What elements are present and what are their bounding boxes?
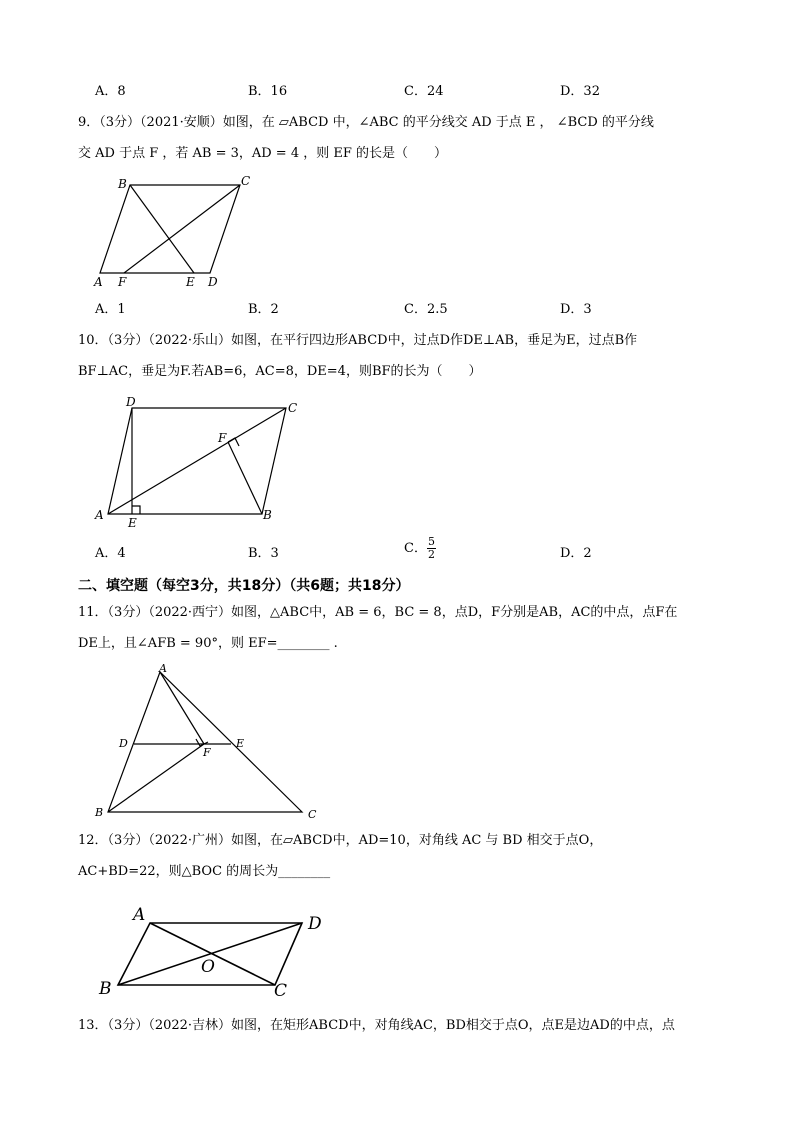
- q12-label-c: C: [274, 981, 288, 1001]
- q12-label-a: A: [133, 905, 146, 925]
- q13-text-line1: 13．（3分）（2022·吉林）如图，在矩形ABCD中，对角线AC，BD相交于点O，点E是边AD的中点，点: [78, 1018, 675, 1033]
- q12-text-line2: AC+BD=22，则△BOC 的周长为________: [78, 864, 331, 879]
- q11-triangle-figure: [90, 660, 330, 825]
- q9-option-c: C．2.5: [404, 302, 448, 317]
- q10-right-angle-e: [132, 506, 140, 514]
- q9-bisector-be: [130, 185, 194, 273]
- q10-parallelogram-figure: [90, 392, 315, 532]
- q11-label-d: D: [119, 737, 128, 750]
- section-fill-in-heading: 二、填空题（每空3分，共18分）（共6题；共18分）: [78, 578, 410, 594]
- q10-diagonal-ac: [108, 408, 286, 514]
- q11-label-c: C: [308, 808, 317, 821]
- q9-option-b: B．2: [248, 302, 279, 317]
- q9-label-d: D: [208, 275, 218, 289]
- q9-option-d: D．3: [560, 302, 592, 317]
- q10-label-f: F: [218, 431, 227, 445]
- q9-parallelogram: [100, 185, 240, 273]
- q11-segment-af: [160, 672, 204, 744]
- q9-label-e: E: [186, 275, 195, 289]
- q10-label-c: C: [288, 401, 298, 415]
- q10-text-line1: 10．（3分）（2022·乐山）如图，在平行四边形ABCD中，过点D作DE⊥AB，垂足为E，过点B作: [78, 333, 638, 348]
- q9-option-a: A．1: [95, 302, 126, 317]
- q10-altitude-bf: [228, 442, 262, 514]
- q10-label-e: E: [128, 516, 137, 530]
- fraction-denominator: 2: [427, 548, 435, 561]
- q11-text-line2: DE上，且∠AFB = 90°，则 EF=________ .: [78, 636, 338, 651]
- q9-label-a: A: [94, 275, 103, 289]
- q10-option-c: [404, 536, 436, 561]
- q10-label-d: D: [126, 395, 136, 409]
- q10-label-b: B: [263, 508, 272, 522]
- q11-label-f: F: [203, 746, 211, 759]
- q11-label-e: E: [236, 737, 245, 750]
- q10-option-a: A．4: [95, 546, 126, 561]
- q12-label-b: B: [99, 979, 112, 999]
- q11-label-b: B: [95, 806, 104, 819]
- q11-segment-bf: [108, 744, 204, 812]
- fraction-numerator: 5: [427, 535, 435, 548]
- q12-text-line1: 12．（3分）（2022·广州）如图，在▱ABCD中，AD=10，对角线 AC 与 BD 相交于点O，: [78, 833, 603, 848]
- q9-text-line1: 9．（3分）（2021·安顺）如图，在 ▱ABCD 中，∠ABC 的平分线交 AD 于点 E ， ∠BCD 的平分线: [78, 115, 654, 130]
- q9-label-c: C: [241, 174, 251, 188]
- q9-bisector-cf: [124, 185, 240, 273]
- q10-option-c-label: C．: [404, 541, 427, 556]
- q12-parallelogram-figure: [90, 900, 350, 1005]
- prev-option-b: B．16: [248, 84, 288, 99]
- q10-text-line2: BF⊥AC，垂足为F.若AB=6，AC=8，DE=4，则BF的长为（ ）: [78, 364, 482, 379]
- q9-text-line2: 交 AD 于点 F ，若 AB = 3，AD = 4 ，则 EF 的长是（ ）: [78, 146, 448, 161]
- q10-option-d: D．2: [560, 546, 592, 561]
- q10-option-c-fraction: [427, 536, 436, 561]
- q9-label-b: B: [118, 177, 127, 191]
- q12-label-d: D: [308, 914, 322, 934]
- q10-label-a: A: [95, 508, 104, 522]
- q10-option-b: B．3: [248, 546, 279, 561]
- q11-label-a: A: [159, 662, 167, 675]
- q9-parallelogram-figure: [90, 170, 260, 295]
- prev-option-d: D．32: [560, 84, 600, 99]
- q11-text-line1: 11．（3分）（2022·西宁）如图，△ABC中，AB = 6，BC = 8，点D，F分别是AB，AC的中点，点F在: [78, 605, 678, 620]
- q12-label-o: O: [201, 957, 215, 977]
- prev-option-a: A．8: [95, 84, 126, 99]
- prev-option-c: C．24: [404, 84, 444, 99]
- q9-label-f: F: [118, 275, 127, 289]
